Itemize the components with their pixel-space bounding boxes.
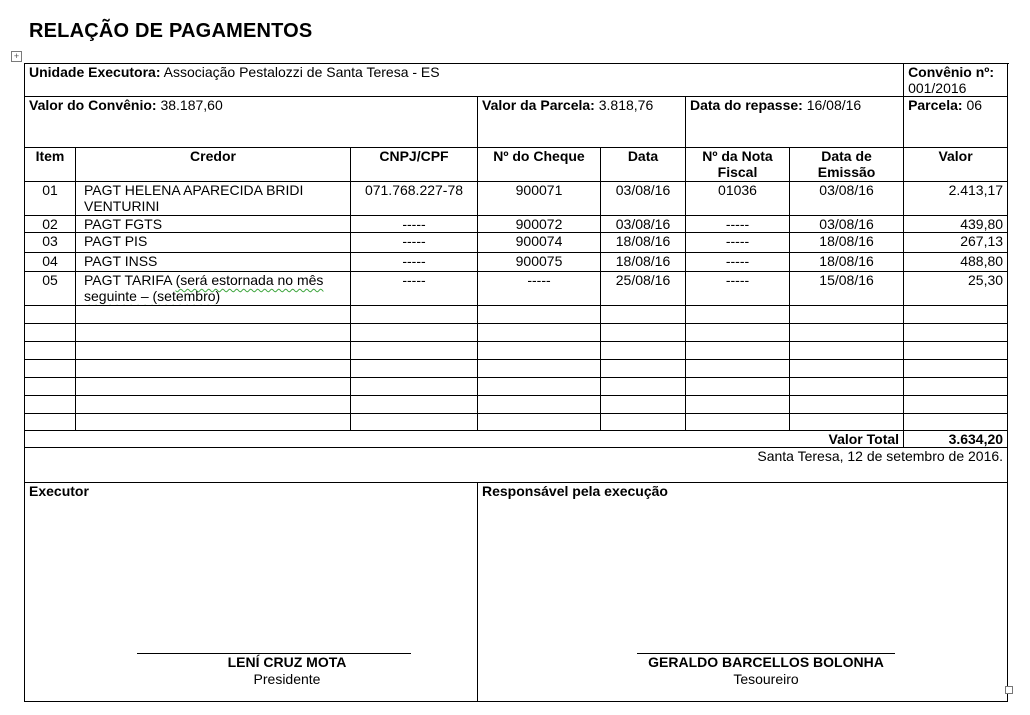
- right-signer-name: GERALDO BARCELLOS BOLONHA: [648, 654, 884, 670]
- total-label: Valor Total: [25, 431, 904, 448]
- parcela-label: Parcela:: [908, 97, 963, 113]
- place-date: Santa Teresa, 12 de setembro de 2016.: [25, 448, 1008, 483]
- valor-parcela-cell: [478, 97, 686, 148]
- date-cell: 03/08/16: [601, 182, 686, 216]
- nota-cell: -----: [686, 233, 790, 253]
- table-row: [25, 272, 1008, 306]
- valor-cell: 25,30: [904, 272, 1008, 306]
- parcela-value: 06: [966, 97, 983, 113]
- unidade-value: Associação Pestalozzi de Santa Teresa - ES: [163, 64, 440, 80]
- column-header: Valor: [904, 148, 1008, 182]
- table-row: [25, 253, 1008, 272]
- cheque-cell: 900075: [478, 253, 601, 272]
- place-date-row: [25, 448, 1008, 483]
- table-resize-handle-icon[interactable]: [1005, 686, 1013, 694]
- column-header: Nº do Cheque: [478, 148, 601, 182]
- column-header: Credor: [76, 148, 351, 182]
- total-value: 3.634,20: [904, 431, 1008, 448]
- cheque-cell: 900074: [478, 233, 601, 253]
- credor-cell: PAGT HELENA APARECIDA BRIDI VENTURINI: [76, 182, 351, 216]
- unidade-row: [25, 64, 1008, 97]
- nota-cell: -----: [686, 253, 790, 272]
- right-signer-role: Tesoureiro: [733, 671, 799, 687]
- credor-note: (será estornada no mês seguinte – (setembro): [84, 272, 324, 304]
- emissao-cell: 15/08/16: [790, 272, 904, 306]
- data-repasse-value: 16/08/16: [806, 97, 862, 113]
- cheque-cell: -----: [478, 272, 601, 306]
- column-header: Nº da Nota Fiscal: [686, 148, 790, 182]
- parcela-cell: [904, 97, 1008, 148]
- date-cell: 18/08/16: [601, 253, 686, 272]
- item-cell: 05: [25, 272, 76, 306]
- empty-row: [25, 378, 1008, 396]
- empty-row: [25, 396, 1008, 414]
- item-cell: 02: [25, 216, 76, 233]
- date-cell: 03/08/16: [601, 216, 686, 233]
- date-cell: 18/08/16: [601, 233, 686, 253]
- date-cell: 25/08/16: [601, 272, 686, 306]
- valor-convenio-value: 38.187,60: [160, 97, 223, 113]
- convenio-number-cell: [904, 64, 1008, 97]
- total-row: [25, 431, 1008, 448]
- empty-row: [25, 324, 1008, 342]
- table-row: [25, 182, 1008, 216]
- valor-cell: 2.413,17: [904, 182, 1008, 216]
- cheque-cell: 900072: [478, 216, 601, 233]
- column-header: Data de Emissão: [790, 148, 904, 182]
- nota-cell: -----: [686, 272, 790, 306]
- data-repasse-cell: [686, 97, 904, 148]
- item-cell: 04: [25, 253, 76, 272]
- unidade-label: Unidade Executora:: [29, 64, 161, 80]
- data-repasse-label: Data do repasse:: [690, 97, 803, 113]
- cnpj-cell: -----: [351, 216, 478, 233]
- item-cell: 01: [25, 182, 76, 216]
- responsavel-label: Responsável pela execução: [482, 483, 668, 499]
- column-header: CNPJ/CPF: [351, 148, 478, 182]
- credor-cell: PAGT PIS: [76, 233, 351, 253]
- nota-cell: 01036: [686, 182, 790, 216]
- cnpj-cell: -----: [351, 233, 478, 253]
- emissao-cell: 18/08/16: [790, 233, 904, 253]
- credor-cell: PAGT FGTS: [76, 216, 351, 233]
- valor-parcela-label: Valor da Parcela:: [482, 97, 595, 113]
- valor-parcela-value: 3.818,76: [598, 97, 654, 113]
- table-move-handle-icon[interactable]: +: [11, 51, 22, 62]
- credor-text: PAGT TARIFA: [84, 272, 172, 288]
- table-row: [25, 216, 1008, 233]
- payments-table: [24, 63, 1008, 702]
- valor-cell: 267,13: [904, 233, 1008, 253]
- valor-convenio-label: Valor do Convênio:: [29, 97, 157, 113]
- executor-label: Executor: [29, 483, 89, 499]
- unidade-cell: [25, 64, 904, 97]
- cheque-cell: 900071: [478, 182, 601, 216]
- column-header: Item: [25, 148, 76, 182]
- nota-cell: -----: [686, 216, 790, 233]
- credor-cell: PAGT INSS: [76, 253, 351, 272]
- valor-cell: 488,80: [904, 253, 1008, 272]
- table-row: [25, 233, 1008, 253]
- page-title: RELAÇÃO DE PAGAMENTOS: [29, 20, 313, 42]
- cnpj-cell: -----: [351, 272, 478, 306]
- convenio-number-label: Convênio nº:: [908, 64, 995, 80]
- column-header-row: [25, 148, 1008, 182]
- left-signer-role: Presidente: [253, 671, 321, 687]
- cnpj-cell: -----: [351, 253, 478, 272]
- emissao-cell: 03/08/16: [790, 216, 904, 233]
- empty-row: [25, 306, 1008, 324]
- emissao-cell: 03/08/16: [790, 182, 904, 216]
- column-header: Data: [601, 148, 686, 182]
- item-cell: 03: [25, 233, 76, 253]
- emissao-cell: 18/08/16: [790, 253, 904, 272]
- empty-row: [25, 360, 1008, 378]
- valor-cell: 439,80: [904, 216, 1008, 233]
- left-signer-name: LENÍ CRUZ MOTA: [227, 654, 347, 670]
- empty-row: [25, 342, 1008, 360]
- convenio-number-value: 001/2016: [908, 80, 967, 96]
- cnpj-cell: 071.768.227-78: [351, 182, 478, 216]
- values-row: [25, 97, 1008, 148]
- valor-convenio-cell: [25, 97, 478, 148]
- credor-cell: [76, 272, 351, 306]
- empty-row: [25, 414, 1008, 431]
